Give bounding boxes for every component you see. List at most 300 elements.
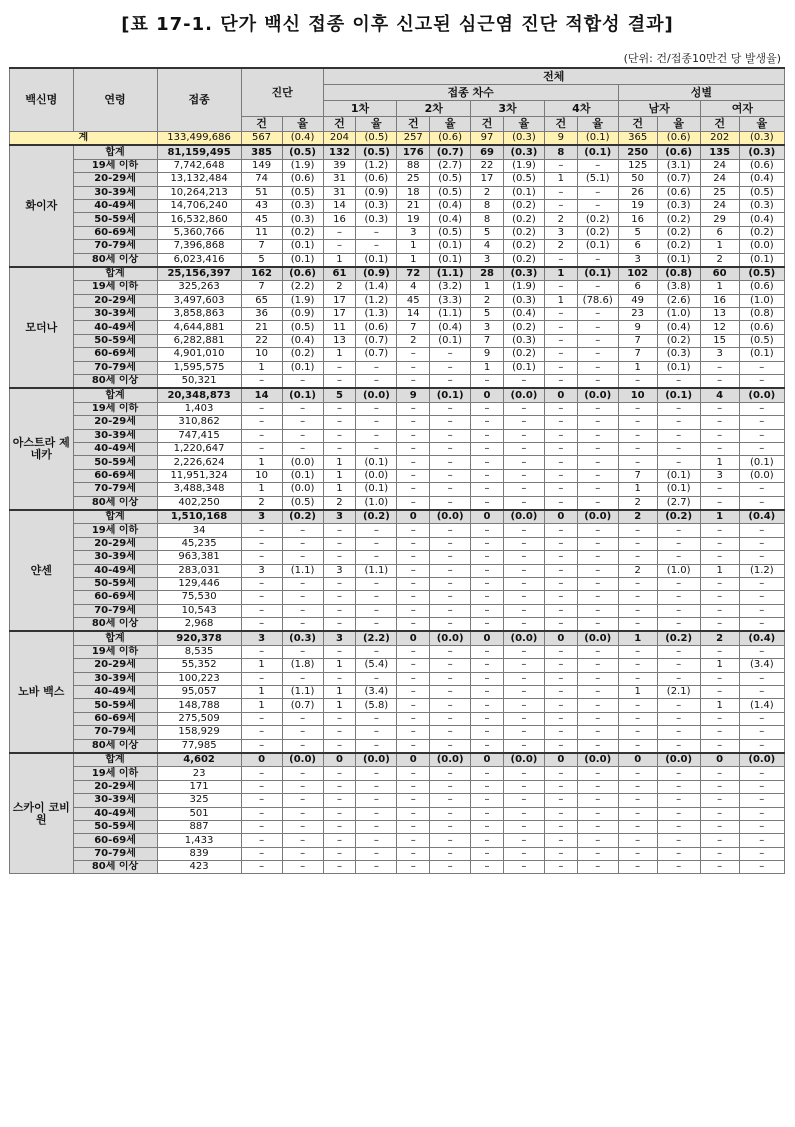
value-cell: (0.3) — [356, 213, 397, 226]
value-cell: 19 — [397, 213, 430, 226]
value-cell: – — [397, 726, 430, 739]
value-cell: – — [739, 834, 784, 847]
value-cell: 385 — [241, 145, 282, 159]
age-group: 20-29세 — [73, 416, 157, 429]
value-cell: – — [618, 794, 657, 807]
value-cell: 3 — [471, 321, 504, 334]
value-cell: (0.0) — [577, 753, 618, 767]
dose-count: 45,235 — [157, 537, 241, 550]
vaccine-name: 아스트라 제네카 — [10, 388, 74, 510]
value-cell: 1 — [241, 483, 282, 496]
header-rate: 율 — [282, 117, 323, 132]
value-cell: – — [430, 456, 471, 469]
dose-count: 8,535 — [157, 645, 241, 658]
value-cell: – — [323, 672, 356, 685]
value-cell: – — [618, 847, 657, 860]
value-cell: 24 — [700, 173, 739, 186]
value-cell: – — [577, 469, 618, 482]
dose-count: 34 — [157, 524, 241, 537]
table-row — [10, 510, 785, 524]
value-cell: – — [739, 820, 784, 833]
value-cell: – — [657, 794, 700, 807]
value-cell: 1 — [618, 361, 657, 374]
value-cell: – — [700, 429, 739, 442]
value-cell: – — [544, 604, 577, 617]
value-cell: 3 — [323, 631, 356, 645]
value-cell: 65 — [241, 294, 282, 307]
value-cell: – — [241, 739, 282, 753]
grand-total-cell: (0.3) — [503, 132, 544, 146]
table-row — [10, 861, 785, 874]
value-cell: – — [397, 767, 430, 780]
age-group: 70-79세 — [73, 726, 157, 739]
value-cell: – — [544, 686, 577, 699]
value-cell: (0.0) — [739, 753, 784, 767]
age-group: 60-69세 — [73, 226, 157, 239]
value-cell: – — [282, 416, 323, 429]
value-cell: – — [503, 820, 544, 833]
value-cell: (0.3) — [739, 199, 784, 212]
value-cell: – — [430, 429, 471, 442]
value-cell: (3.4) — [356, 686, 397, 699]
value-cell: – — [323, 442, 356, 455]
table-row — [10, 577, 785, 590]
value-cell: – — [544, 861, 577, 874]
value-cell: – — [503, 618, 544, 632]
value-cell: – — [739, 847, 784, 860]
dose-count: 2,226,624 — [157, 456, 241, 469]
header-count: 건 — [397, 117, 430, 132]
value-cell: – — [397, 348, 430, 361]
value-cell: 31 — [323, 186, 356, 199]
value-cell: (0.5) — [430, 226, 471, 239]
value-cell: – — [471, 524, 504, 537]
value-cell: – — [397, 659, 430, 672]
dose-count: 13,132,484 — [157, 173, 241, 186]
value-cell: (0.2) — [503, 240, 544, 253]
table-body — [10, 132, 785, 874]
value-cell: (0.6) — [739, 281, 784, 294]
value-cell: – — [471, 739, 504, 753]
value-cell: – — [503, 659, 544, 672]
value-cell: (0.0) — [577, 631, 618, 645]
value-cell: – — [577, 645, 618, 658]
value-cell: – — [430, 361, 471, 374]
value-cell: – — [503, 712, 544, 725]
value-cell: – — [356, 591, 397, 604]
value-cell: (0.2) — [503, 321, 544, 334]
value-cell: – — [700, 551, 739, 564]
header-count: 건 — [323, 117, 356, 132]
table-row — [10, 780, 785, 793]
table-row — [10, 645, 785, 658]
value-cell: (0.1) — [657, 253, 700, 267]
value-cell: (0.2) — [739, 226, 784, 239]
value-cell: 1 — [323, 348, 356, 361]
value-cell: – — [577, 564, 618, 577]
table-row — [10, 712, 785, 725]
value-cell: (1.1) — [356, 564, 397, 577]
value-cell: – — [282, 618, 323, 632]
value-cell: 17 — [323, 294, 356, 307]
value-cell: – — [577, 483, 618, 496]
value-cell: – — [577, 456, 618, 469]
value-cell: 5 — [618, 226, 657, 239]
value-cell: – — [471, 429, 504, 442]
grand-total-cell: (0.6) — [430, 132, 471, 146]
value-cell: – — [356, 442, 397, 455]
value-cell: – — [323, 820, 356, 833]
value-cell: – — [544, 416, 577, 429]
value-cell: – — [544, 551, 577, 564]
dose-count: 95,057 — [157, 686, 241, 699]
value-cell: – — [323, 780, 356, 793]
value-cell: 50 — [618, 173, 657, 186]
dose-count: 171 — [157, 780, 241, 793]
dose-count: 77,985 — [157, 739, 241, 753]
value-cell: 49 — [618, 294, 657, 307]
value-cell: (1.3) — [356, 308, 397, 321]
value-cell: (0.2) — [657, 226, 700, 239]
value-cell: (1.9) — [503, 159, 544, 172]
value-cell: 22 — [471, 159, 504, 172]
value-cell: – — [430, 591, 471, 604]
value-cell: – — [739, 402, 784, 415]
value-cell: – — [471, 780, 504, 793]
dose-count: 423 — [157, 861, 241, 874]
value-cell: 22 — [241, 334, 282, 347]
value-cell: – — [739, 712, 784, 725]
value-cell: – — [544, 820, 577, 833]
value-cell: – — [577, 308, 618, 321]
value-cell: 2 — [618, 496, 657, 510]
table-row — [10, 281, 785, 294]
dose-count: 325,263 — [157, 281, 241, 294]
value-cell: (78.6) — [577, 294, 618, 307]
value-cell: – — [323, 794, 356, 807]
header-total: 전체 — [323, 68, 784, 85]
table-row — [10, 834, 785, 847]
header-dose-3: 3차 — [471, 101, 545, 117]
value-cell: – — [657, 537, 700, 550]
value-cell: – — [700, 402, 739, 415]
value-cell: – — [544, 794, 577, 807]
grand-total-cell: 97 — [471, 132, 504, 146]
value-cell: 1 — [471, 281, 504, 294]
grand-total-label: 계 — [10, 132, 158, 146]
age-group: 합계 — [73, 510, 157, 524]
value-cell: (0.2) — [657, 631, 700, 645]
header-dose-order: 접종 차수 — [323, 85, 618, 101]
value-cell: – — [618, 577, 657, 590]
value-cell: – — [471, 794, 504, 807]
value-cell: 7 — [397, 321, 430, 334]
value-cell: – — [397, 496, 430, 510]
value-cell: – — [241, 847, 282, 860]
value-cell: 60 — [700, 267, 739, 281]
value-cell: 21 — [241, 321, 282, 334]
value-cell: – — [544, 834, 577, 847]
value-cell: – — [503, 402, 544, 415]
header-count: 건 — [700, 117, 739, 132]
value-cell: (0.4) — [430, 213, 471, 226]
value-cell: – — [397, 645, 430, 658]
value-cell: (0.3) — [503, 267, 544, 281]
value-cell: 9 — [397, 388, 430, 402]
value-cell: – — [700, 537, 739, 550]
value-cell: (0.3) — [282, 631, 323, 645]
dose-count: 3,858,863 — [157, 308, 241, 321]
vaccine-name: 화이자 — [10, 145, 74, 267]
value-cell: – — [397, 442, 430, 455]
value-cell: – — [657, 847, 700, 860]
value-cell: 7 — [618, 469, 657, 482]
value-cell: – — [323, 416, 356, 429]
value-cell: (0.2) — [503, 199, 544, 212]
value-cell: (0.1) — [503, 186, 544, 199]
myocarditis-table — [9, 67, 785, 874]
value-cell: (0.7) — [282, 699, 323, 712]
value-cell: 0 — [544, 510, 577, 524]
value-cell: – — [700, 712, 739, 725]
value-cell: – — [397, 672, 430, 685]
value-cell: – — [657, 767, 700, 780]
value-cell: – — [282, 591, 323, 604]
value-cell: – — [544, 456, 577, 469]
value-cell: – — [397, 429, 430, 442]
value-cell: 25 — [700, 186, 739, 199]
value-cell: – — [739, 591, 784, 604]
value-cell: – — [503, 375, 544, 389]
value-cell: – — [700, 375, 739, 389]
value-cell: – — [739, 577, 784, 590]
value-cell: 3 — [241, 631, 282, 645]
table-row — [10, 686, 785, 699]
value-cell: – — [503, 686, 544, 699]
value-cell: (0.1) — [739, 348, 784, 361]
value-cell: – — [739, 416, 784, 429]
value-cell: – — [282, 577, 323, 590]
value-cell: (0.1) — [282, 361, 323, 374]
table-row — [10, 388, 785, 402]
value-cell: – — [503, 469, 544, 482]
value-cell: (5.4) — [356, 659, 397, 672]
value-cell: – — [397, 739, 430, 753]
value-cell: – — [577, 375, 618, 389]
value-cell: 1 — [323, 469, 356, 482]
header-dose-1: 1차 — [323, 101, 397, 117]
value-cell: – — [700, 820, 739, 833]
value-cell: – — [739, 537, 784, 550]
value-cell: 1 — [397, 240, 430, 253]
value-cell: – — [577, 281, 618, 294]
value-cell: – — [282, 375, 323, 389]
header-rate: 율 — [657, 117, 700, 132]
value-cell: – — [577, 659, 618, 672]
age-group: 50-59세 — [73, 699, 157, 712]
value-cell: – — [430, 672, 471, 685]
dose-count: 81,159,495 — [157, 145, 241, 159]
value-cell: – — [356, 672, 397, 685]
value-cell: (2.7) — [657, 496, 700, 510]
value-cell: – — [323, 240, 356, 253]
value-cell: – — [282, 402, 323, 415]
dose-count: 129,446 — [157, 577, 241, 590]
value-cell: – — [356, 551, 397, 564]
value-cell: 14 — [323, 199, 356, 212]
value-cell: (0.6) — [282, 267, 323, 281]
dose-count: 11,951,324 — [157, 469, 241, 482]
value-cell: – — [356, 537, 397, 550]
value-cell: 1 — [241, 456, 282, 469]
value-cell: – — [430, 496, 471, 510]
value-cell: (0.0) — [739, 388, 784, 402]
value-cell: – — [618, 767, 657, 780]
value-cell: – — [618, 591, 657, 604]
table-row — [10, 375, 785, 389]
value-cell: 2 — [618, 564, 657, 577]
value-cell: (1.2) — [356, 159, 397, 172]
value-cell: – — [657, 861, 700, 874]
value-cell: – — [282, 712, 323, 725]
value-cell: – — [397, 591, 430, 604]
value-cell: (0.0) — [356, 469, 397, 482]
dose-count: 75,530 — [157, 591, 241, 604]
age-group: 40-49세 — [73, 807, 157, 820]
value-cell: (0.6) — [356, 321, 397, 334]
value-cell: – — [700, 416, 739, 429]
value-cell: – — [739, 672, 784, 685]
value-cell: – — [544, 496, 577, 510]
value-cell: (0.1) — [657, 469, 700, 482]
age-group: 30-39세 — [73, 186, 157, 199]
value-cell: – — [397, 416, 430, 429]
value-cell: (0.4) — [282, 334, 323, 347]
value-cell: 2 — [397, 334, 430, 347]
grand-total-cell: 365 — [618, 132, 657, 146]
value-cell: 3 — [323, 564, 356, 577]
value-cell: – — [241, 645, 282, 658]
age-group: 80세 이상 — [73, 861, 157, 874]
value-cell: – — [618, 375, 657, 389]
value-cell: (3.2) — [430, 281, 471, 294]
header-rate: 율 — [430, 117, 471, 132]
value-cell: (1.0) — [657, 308, 700, 321]
value-cell: – — [577, 537, 618, 550]
value-cell: – — [577, 334, 618, 347]
value-cell: – — [544, 807, 577, 820]
value-cell: (0.5) — [430, 173, 471, 186]
age-group: 50-59세 — [73, 820, 157, 833]
dose-count: 100,223 — [157, 672, 241, 685]
value-cell: (0.0) — [430, 510, 471, 524]
value-cell: – — [503, 577, 544, 590]
value-cell: – — [471, 469, 504, 482]
value-cell: – — [356, 416, 397, 429]
value-cell: – — [503, 794, 544, 807]
table-row — [10, 416, 785, 429]
value-cell: – — [739, 686, 784, 699]
value-cell: 3 — [323, 510, 356, 524]
value-cell: 1 — [700, 699, 739, 712]
value-cell: – — [397, 820, 430, 833]
value-cell: – — [471, 537, 504, 550]
value-cell: (0.2) — [282, 226, 323, 239]
value-cell: 11 — [323, 321, 356, 334]
value-cell: (0.1) — [577, 267, 618, 281]
value-cell: 13 — [323, 334, 356, 347]
value-cell: – — [577, 429, 618, 442]
grand-total-cell: (0.5) — [356, 132, 397, 146]
value-cell: (0.1) — [577, 145, 618, 159]
value-cell: – — [503, 780, 544, 793]
value-cell: (1.1) — [282, 564, 323, 577]
value-cell: – — [544, 253, 577, 267]
value-cell: (0.5) — [739, 267, 784, 281]
value-cell: – — [430, 659, 471, 672]
value-cell: – — [739, 767, 784, 780]
dose-count: 3,497,603 — [157, 294, 241, 307]
value-cell: 88 — [397, 159, 430, 172]
value-cell: (0.2) — [577, 213, 618, 226]
value-cell: – — [544, 591, 577, 604]
value-cell: – — [430, 416, 471, 429]
value-cell: – — [700, 672, 739, 685]
value-cell: – — [356, 375, 397, 389]
value-cell: – — [700, 591, 739, 604]
value-cell: 0 — [323, 753, 356, 767]
value-cell: – — [577, 712, 618, 725]
value-cell: 2 — [544, 213, 577, 226]
value-cell: – — [503, 726, 544, 739]
header-rate: 율 — [739, 117, 784, 132]
dose-count: 275,509 — [157, 712, 241, 725]
value-cell: – — [577, 159, 618, 172]
value-cell: – — [739, 483, 784, 496]
dose-count: 10,264,213 — [157, 186, 241, 199]
value-cell: – — [282, 604, 323, 617]
value-cell: (0.3) — [739, 145, 784, 159]
value-cell: 1 — [618, 631, 657, 645]
value-cell: – — [544, 577, 577, 590]
value-cell: – — [282, 645, 323, 658]
value-cell: 3 — [700, 469, 739, 482]
value-cell: – — [657, 456, 700, 469]
vaccine-name: 노바 백스 — [10, 631, 74, 753]
value-cell: – — [471, 416, 504, 429]
header-count: 건 — [544, 117, 577, 132]
value-cell: – — [544, 739, 577, 753]
value-cell: – — [739, 618, 784, 632]
value-cell: – — [430, 712, 471, 725]
dose-count: 16,532,860 — [157, 213, 241, 226]
age-group: 60-69세 — [73, 348, 157, 361]
value-cell: 39 — [323, 159, 356, 172]
value-cell: (3.8) — [657, 281, 700, 294]
value-cell: – — [471, 686, 504, 699]
dose-count: 1,595,575 — [157, 361, 241, 374]
value-cell: – — [618, 699, 657, 712]
value-cell: (0.1) — [430, 334, 471, 347]
value-cell: – — [577, 402, 618, 415]
value-cell: – — [577, 686, 618, 699]
value-cell: – — [739, 429, 784, 442]
value-cell: – — [503, 564, 544, 577]
value-cell: – — [577, 253, 618, 267]
value-cell: – — [241, 726, 282, 739]
value-cell: 21 — [397, 199, 430, 212]
age-group: 50-59세 — [73, 213, 157, 226]
